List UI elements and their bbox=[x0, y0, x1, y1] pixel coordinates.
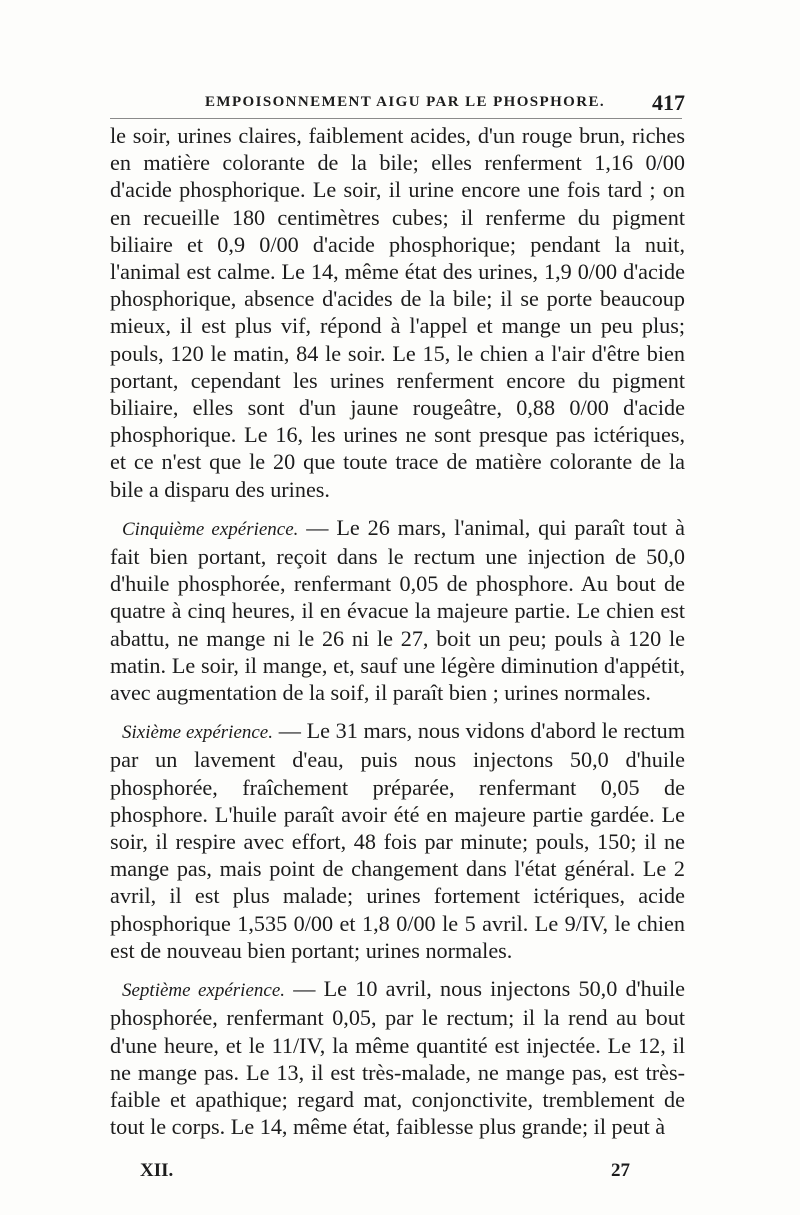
header-rule bbox=[110, 118, 682, 119]
signature-mark: XII. bbox=[140, 1160, 174, 1181]
body-text bbox=[110, 122, 685, 1140]
paragraph-2 bbox=[110, 514, 685, 706]
paragraph-3 bbox=[110, 717, 685, 964]
paragraph-2-text: — Le 26 mars, l'animal, qui paraît tout à fait bien portant, reçoit dans le rectum une injection de 50,0 d'huile phosphorée, renfermant 0,05 de phosphore. Au bout de quatre à cinq heures, il en évacue la majeure partie. Le chien est abattu, ne mange ni le 26 ni le 27, boit un peu; pouls à 120 le matin. Le soir, il mange, et, sauf une légère diminution d'appétit, avec augmentation de la soif, il paraît bien ; urines normales. bbox=[110, 514, 686, 706]
experiment-7-heading: Septième expérience. bbox=[122, 980, 286, 1002]
paragraph-4 bbox=[110, 975, 685, 1140]
paragraph-4-text: — Le 10 avril, nous injectons 50,0 d'huile phosphorée, renfermant 0,05, par le rectum; il la rend au bout d'une heure, et le 11/IV, la même quantité est injectée. Le 12, il ne mange pas. Le 13, il est très-malade, ne mange pas, est très-faible et apathique; regard mat, conjonctivite, tremblement de tout le corps. Le 14, même état, faiblesse plus grande; il peut à bbox=[110, 976, 685, 1140]
paragraph-1-text: le soir, urines claires, faiblement acides, d'un rouge brun, riches en matière colorante de la bile; elles renferment 1,16 0/00 d'acide phosphorique. Le soir, il urine encore une fois tard ; on en recueille 180 centimètres cubes; il renferme du pigment biliaire et 0,9 0/00 d'acide phosphorique; pendant la nuit, l'animal est calme. Le 14, même état des urines, 1,9 0/00 d'acide phosphorique, absence d'acides de la bile; il se porte beaucoup mieux, il est plus vif, répond à l'appel et mange un peu plus; pouls, 120 le matin, 84 le soir. Le 15, le chien a l'air d'être bien portant, cependant les urines renferment encore du pigment biliaire, elles sont d'un jaune rougeâtre, 0,88 0/00 d'acide phosphorique. Le 16, les urines ne sont presque pas ictériques, et ce n'est que le 20 que toute trace de matière colorante de la bile a disparu des urines. bbox=[110, 123, 685, 502]
sheet-number: 27 bbox=[611, 1160, 630, 1181]
running-title: EMPOISONNEMENT AIGU PAR LE PHOSPHORE. bbox=[205, 94, 606, 110]
page-header bbox=[110, 90, 685, 118]
paragraph-3-text: — Le 31 mars, nous vidons d'abord le rectum par un lavement d'eau, puis nous injectons 50,0 d'huile phosphorée, fraîchement préparée, renfermant 0,05 de phosphore. L'huile paraît avoir été en majeure partie gardée. Le soir, il respire avec effort, 48 fois par minute; pouls, 150; il ne mange pas, mais point de changement dans l'état général. Le 2 avril, il est plus malade; urines fortement ictériques, acide phosphorique 1,535 0/00 et 1,8 0/00 le 5 avril. Le 9/IV, le chien est de nouveau bien portant; urines normales. bbox=[110, 718, 685, 963]
page-footer bbox=[140, 1160, 630, 1184]
experiment-6-heading: Sixième expérience. bbox=[122, 722, 273, 744]
paragraph-1 bbox=[110, 122, 685, 503]
page-number: 417 bbox=[652, 90, 685, 115]
experiment-5-heading: Cinquième expérience. bbox=[122, 518, 299, 540]
